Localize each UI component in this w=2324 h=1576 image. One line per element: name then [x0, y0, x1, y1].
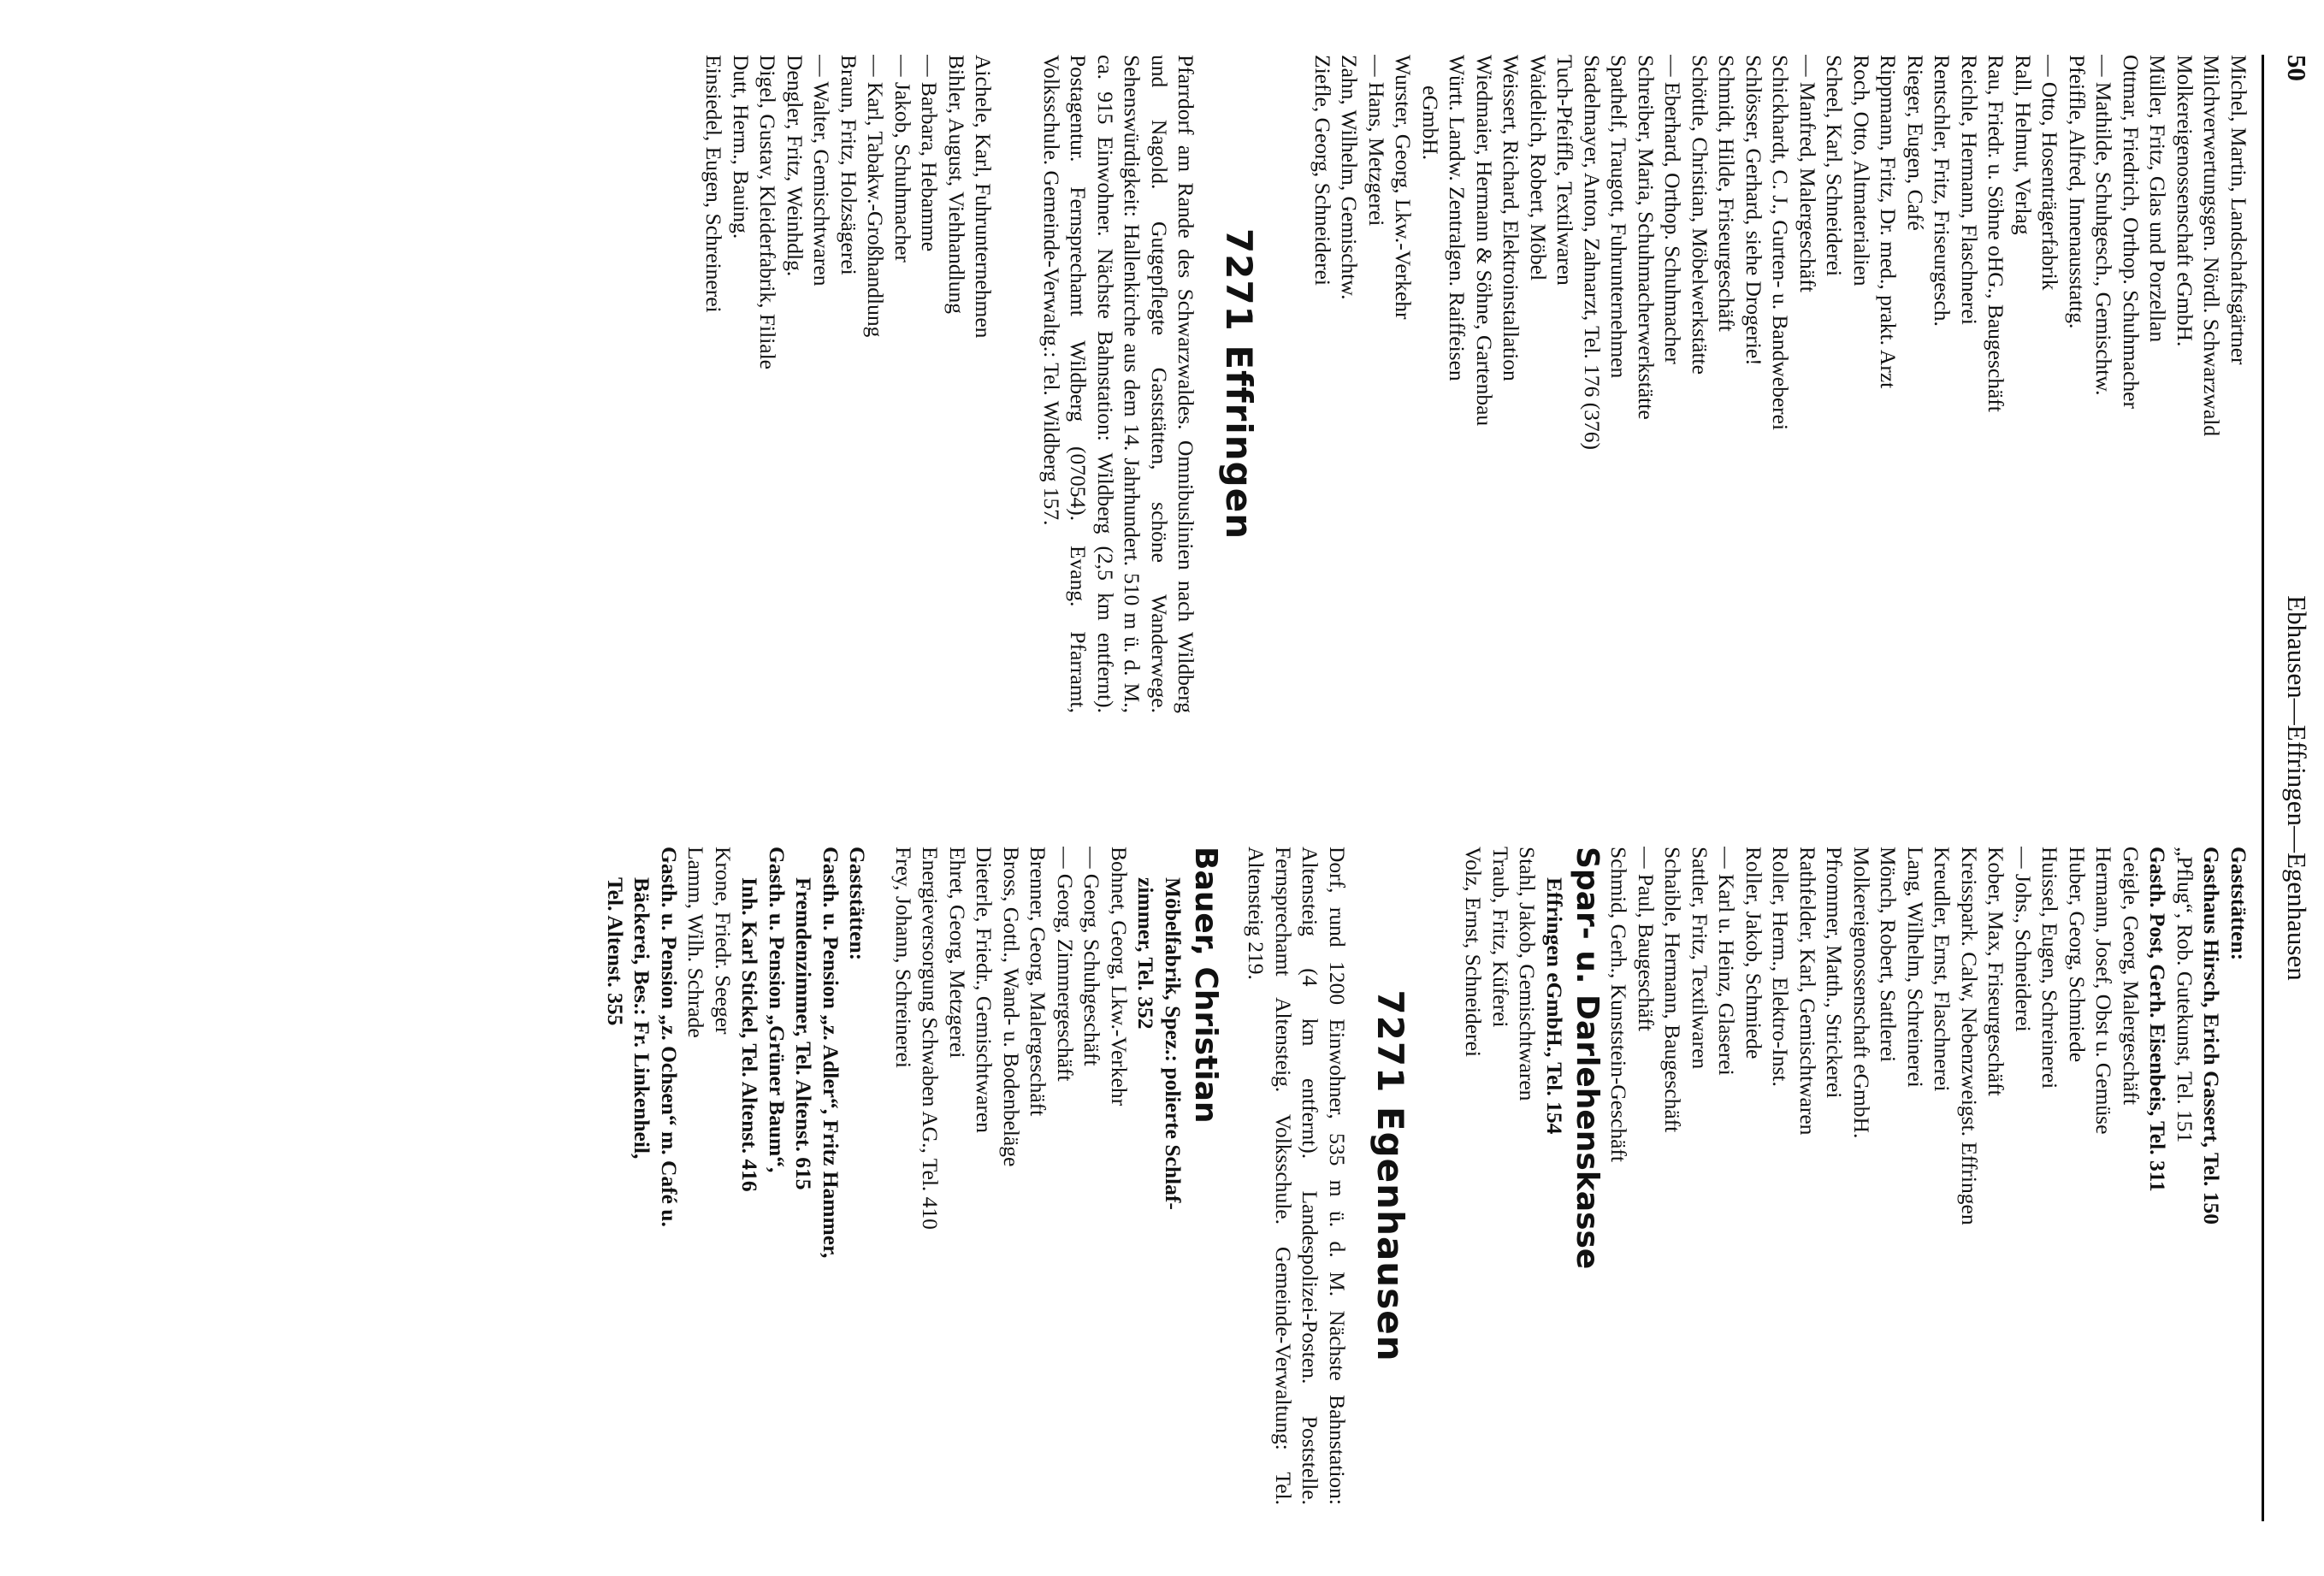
list-entry: Michel, Martin, Landschaftsgärtner: [2226, 55, 2251, 365]
list-entry: Schöttle, Christian, Möbelwerkstätte: [1688, 55, 1712, 375]
list-entry: Lang, Wilhelm, Schreinerei: [1903, 847, 1928, 1088]
list-entry: Zahn, Wilhelm, Gemischtw.: [1337, 55, 1363, 300]
list-entry: Schreiber, Maria, Schuhmacherwerkstätte: [1634, 55, 1659, 420]
list-entry: Rau, Friedr. u. Söhne oHG., Baugeschäft: [1984, 55, 2009, 412]
list-entry: Schaible, Hermann, Baugeschäft: [1660, 847, 1686, 1133]
list-entry: Gasth. u. Pension „z. Ochsen“ m. Café u.: [657, 847, 682, 1227]
list-entry: Traub, Fritz, Küferei: [1488, 847, 1513, 1028]
list-entry: — Eberhard, Orthop. Schuhmacher: [1660, 55, 1686, 364]
effringen-heading: 7271 Effringen: [1218, 227, 1261, 540]
list-entry: Huber, Georg, Schmiede: [2065, 847, 2090, 1063]
list-entry: Energieversorgung Schwaben AG., Tel. 410: [918, 847, 943, 1230]
list-entry: Dutt, Herm., Bauing.: [729, 55, 754, 239]
list-entry: Kober, Max, Friseurgeschäft: [1984, 847, 2009, 1096]
list-entry: eGmbH.: [1418, 86, 1443, 161]
list-entry: Bäckerei, Bes.: Fr. Linkenheil,: [630, 877, 655, 1160]
egenhausen-description: Dorf, rund 1200 Einwohner, 535 m ü. d. M. Nächste Bahnstation: Altensteig (4 km entfernt). Landespolizei-Posten. Poststelle. Fernsprechamt Altensteig. Volksschule. Gemeinde-Verwaltung: Tel. Altensteig 219.: [1244, 847, 1350, 1505]
list-entry: Rieger, Eugen, Café: [1903, 55, 1928, 231]
right-column: [602, 847, 2253, 1505]
list-entry: Schickhardt, C. J., Gurten- u. Bandweberei: [1768, 55, 1794, 431]
list-entry: Ottmar, Friedrich, Orthop. Schuhmacher: [2119, 55, 2144, 409]
list-entry: Möbelfabrik, Spez.: polierte Schlaf-: [1161, 877, 1186, 1210]
effringen-list: [701, 55, 997, 713]
list-entry: Digel, Gustav, Kleiderfabrik, Filiale: [755, 55, 781, 369]
list-entry: — Mathilde, Schuhgesch., Gemischtw.: [2091, 55, 2117, 396]
list-entry: Volz, Ernst, Schneiderei: [1461, 847, 1487, 1057]
egenhausen-heading: 7271 Egenhausen: [1369, 989, 1411, 1362]
list-entry: Einsiedel, Eugen, Schreinerei: [701, 55, 727, 313]
list-entry: zimmer, Tel. 352: [1133, 877, 1159, 1030]
list-entry: Württ. Landw. Zentralgen. Raiffeisen: [1445, 55, 1470, 381]
list-entry: Rall, Helmut, Verlag: [2011, 55, 2036, 235]
list-entry: Müller, Fritz, Glas und Porzellan: [2145, 55, 2171, 343]
list-entry: Molkereigenossenschaft eGmbH.: [1849, 847, 1874, 1139]
list-entry: Milchverwertungsgen. Nördl. Schwarzwald: [2199, 55, 2225, 437]
list-entry: Pfrommer, Matth., Strickerei: [1822, 847, 1848, 1099]
effringen-description: Pfarrdorf am Rande des Schwarzwaldes. Omnibuslinien nach Wildberg und Nagold. Gutgepflegte Gaststätten, schöne Wanderwege. Sehenswürdigkeit: Hallenkirche aus dem 14. Jahrhundert. 510 m ü. d. M., ca. 915 Einwohner. Nächste Bahnstation: Wildberg (2,5 km entfernt). Postagentur. Fernsprechamt Wildberg (07054). Evang. Pfarramt, Volksschule. Gemeinde-Verwaltg.: Tel. Wildberg 157.: [1039, 55, 1199, 713]
list-entry: — Georg, Schuhgeschäft: [1079, 847, 1105, 1066]
list-entry: Bross, Gottl., Wand- u. Bodenbeläge: [999, 847, 1024, 1167]
list-entry: Schlösser, Gerhard, siehe Drogerie!: [1742, 55, 1766, 366]
gaststaetten-label: Gaststätten:: [2226, 847, 2251, 961]
section-gap: [1224, 847, 1243, 1505]
list-entry: Aichele, Karl, Fuhrunternehmen: [971, 55, 996, 339]
list-entry: Tel. Altenst. 355: [603, 877, 628, 1026]
gaststaetten-list: [2144, 847, 2226, 1505]
list-entry: „Pflug“, Rob. Gutekunst, Tel. 151: [2173, 847, 2197, 1143]
list-entry: — Karl, Tabakw.-Großhandlung: [863, 55, 889, 338]
list-entry: Rippmann, Fritz, Dr. med., prakt. Arzt: [1876, 55, 1901, 389]
list-entry: Wiedmaier, Hermann & Söhne, Gartenbau: [1472, 55, 1497, 427]
effringen-list-continued: [1606, 847, 2144, 1505]
list-entry: Scheel, Karl, Schneiderei: [1822, 55, 1848, 277]
list-entry: Rathfelder, Karl, Gemischtwaren: [1795, 847, 1820, 1136]
list-entry: Bihler, August, Viehhandlung: [944, 55, 969, 314]
effringen-list-end: [1460, 847, 1541, 1505]
list-entry: Sattler, Fritz, Textilwaren: [1688, 847, 1712, 1070]
list-entry: Stadelmayer, Anton, Zahnarzt, Tel. 176 (376): [1580, 55, 1605, 450]
section-gap: [872, 847, 890, 1505]
spar-darlehenskasse-name: Spar- u. Darlehenskasse: [1570, 847, 1605, 1270]
list-entry: — Walter, Gemischtwaren: [809, 55, 835, 286]
list-entry: Bohnet, Georg, Lkw.-Verkehr: [1107, 847, 1132, 1107]
ebhausen-list: [1310, 55, 2253, 713]
running-head: [2268, 55, 2312, 1521]
list-entry: Roller, Herm., Elektro-Inst.: [1768, 847, 1794, 1087]
list-entry: Inh. Karl Stickel, Tel. Altenst. 416: [737, 877, 763, 1192]
list-entry: — Johs., Schneiderei: [2011, 847, 2036, 1032]
list-entry: Lamm, Wilh. Schrade: [683, 847, 709, 1038]
egenhausen-gaststaetten-list: [736, 847, 844, 1505]
bauer-christian-details: [1132, 847, 1186, 1505]
list-entry: Brenner, Georg, Malergeschäft: [1026, 847, 1051, 1117]
list-entry: Ziefle, Georg, Schneiderei: [1310, 55, 1335, 286]
list-entry: — Jakob, Schuhmacher: [890, 55, 915, 263]
list-entry: Geigle, Georg, Malergeschäft: [2119, 847, 2144, 1106]
list-entry: Roller, Jakob, Schmiede: [1742, 847, 1766, 1060]
list-entry: Schmid, Gerh., Kunststein-Geschäft: [1606, 847, 1632, 1162]
list-entry: — Otto, Hosenträgerfabrik: [2037, 55, 2063, 291]
list-entry: — Paul, Baugeschäft: [1634, 847, 1659, 1031]
list-entry: Dengler, Fritz, Weinhdlg.: [783, 55, 807, 277]
section-gap: [997, 55, 1038, 713]
spar-darlehenskasse-line: Effringen eGmbH., Tel. 154: [1542, 877, 1567, 1135]
list-entry: Dieterle, Friedr., Gemischtwaren: [972, 847, 997, 1133]
egenhausen-list: [890, 847, 1133, 1505]
list-entry: — Karl u. Heinz, Glaserei: [1714, 847, 1740, 1076]
egenhausen-gaststaetten-simple: [683, 847, 736, 1505]
list-entry: Kreisspark. Calw, Nebenzweigst. Effringen: [1957, 847, 1982, 1225]
list-entry: Schmidt, Hilde, Friseurgeschäft: [1714, 55, 1740, 332]
list-entry: Reichle, Hermann, Flaschnerei: [1957, 55, 1982, 325]
list-entry: Krone, Friedr. Seeger: [711, 847, 736, 1035]
list-entry: Frey, Johann, Schreinerei: [891, 847, 916, 1068]
section-gap: [1268, 55, 1310, 713]
list-entry: Gasthaus Hirsch, Erich Gassert, Tel. 150: [2199, 847, 2225, 1225]
section-gap: [1419, 847, 1460, 1505]
egenhausen-gaststaetten-list-2: [602, 847, 683, 1505]
list-entry: Gasth. Post, Gerh. Eisenbeis, Tel. 311: [2145, 847, 2171, 1192]
list-entry: Waidelich, Robert, Möbel: [1526, 55, 1551, 281]
list-entry: — Hans, Metzgerei: [1364, 55, 1389, 227]
list-entry: Molkereigenossenschaft eGmbH.: [2173, 55, 2197, 347]
egenhausen-gaststaetten-label: Gaststätten:: [845, 847, 871, 961]
bauer-christian-name: Bauer, Christian: [1188, 847, 1223, 1124]
list-entry: — Georg, Zimmergeschäft: [1053, 847, 1078, 1082]
list-entry: Tuch-Pfeiffle, Textilwaren: [1552, 55, 1578, 286]
list-entry: Spathelf, Traugott, Fuhrunternehmen: [1606, 55, 1632, 379]
list-entry: Pfeiffle, Alfred, Innenausstattg.: [2065, 55, 2090, 329]
list-entry: Stahl, Jakob, Gemischtwaren: [1515, 847, 1540, 1101]
list-entry: Weissert, Richard, Elektroinstallation: [1499, 55, 1524, 381]
list-entry: Ehret, Georg, Metzgerei: [945, 847, 970, 1059]
list-entry: Huissel, Eugen, Schreinerei: [2037, 847, 2063, 1089]
list-entry: Gasth. u. Pension „Grüner Baum“,: [765, 847, 789, 1173]
list-entry: Kreudler, Ernst, Flaschnerei: [1930, 847, 1955, 1092]
list-entry: Wurster, Georg, Lkw.-Verkehr: [1391, 55, 1416, 320]
page-number: 50: [2282, 55, 2312, 81]
list-entry: Fremdenzimmer, Tel. Altenst. 615: [791, 877, 817, 1190]
list-entry: Braun, Fritz, Holzsägerei: [837, 55, 861, 275]
list-entry: Rentschler, Fritz, Friseurgesch.: [1930, 55, 1955, 327]
running-title: Ebhausen—Effringen—Egenhausen: [2282, 595, 2312, 981]
list-entry: — Barbara, Hebamme: [917, 55, 943, 252]
header-rule: [2262, 55, 2264, 1521]
list-entry: Mönch, Robert, Sattlerei: [1876, 847, 1901, 1063]
list-entry: Gasth. u. Pension „z. Adler“, Fritz Hammer,: [819, 847, 843, 1259]
list-entry: Hermann, Josef, Obst u. Gemüse: [2091, 847, 2117, 1135]
left-column: [701, 55, 2252, 713]
list-entry: Roch, Otto, Altmaterialien: [1849, 55, 1874, 286]
list-entry: — Manfred, Malergeschäft: [1795, 55, 1820, 292]
